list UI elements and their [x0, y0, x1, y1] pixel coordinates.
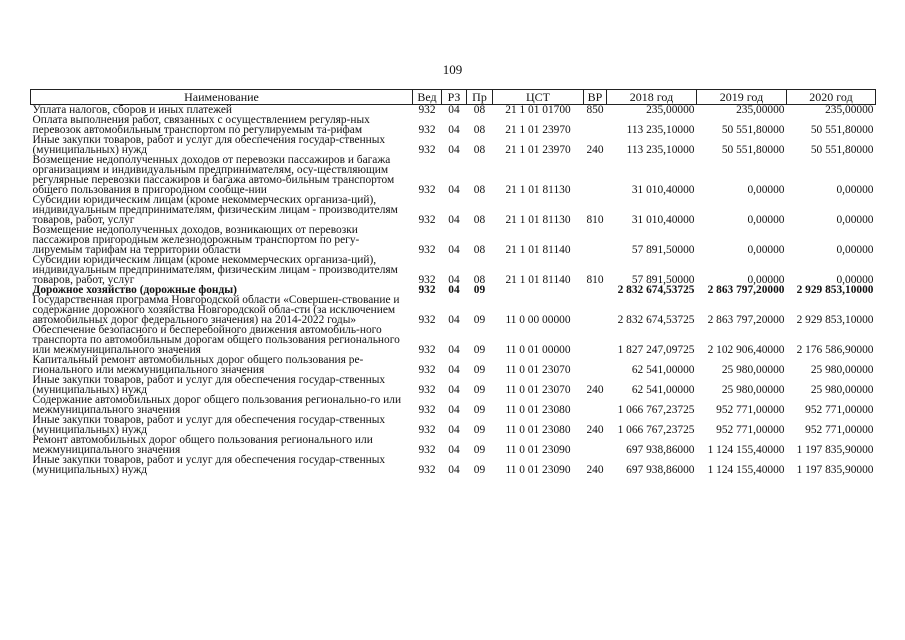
row-pr: 09 — [473, 344, 486, 356]
row-ved: 932 — [418, 464, 436, 476]
row-pr: 08 — [473, 184, 486, 196]
row-2019: 235,00000 — [736, 104, 785, 116]
row-2019: 0,00000 — [747, 274, 785, 286]
row-2019: 0,00000 — [747, 214, 785, 226]
row-cst: 21 1 01 23970 — [505, 144, 571, 156]
row-vr — [584, 325, 607, 355]
row-2019: 50 551,80000 — [721, 144, 785, 156]
row-ved: 932 — [418, 104, 436, 116]
row-2020: 25 980,00000 — [810, 364, 874, 376]
row-2018: 57 891,50000 — [631, 244, 695, 256]
row-2020: 2 929 853,10000 — [796, 314, 874, 326]
row-pr: 08 — [473, 244, 486, 256]
row-2019: 952 771,00000 — [716, 424, 785, 436]
table-header — [31, 90, 876, 105]
row-vr — [584, 395, 607, 415]
table-row — [31, 355, 876, 375]
row-2018: 62 541,00000 — [631, 384, 695, 396]
row-cst — [493, 285, 584, 295]
row-2018: 57 891,50000 — [631, 274, 695, 286]
row-vr: 240 — [586, 424, 604, 436]
row-ved: 932 — [418, 424, 436, 436]
row-name: Субсидии юридическим лицам (кроме некоммерческих организа-ций), индивидуальным предпринимателям, физическим лицам - производителям товаров, работ, услуг — [32, 254, 398, 286]
row-name: Обеспечение безопасного и бесперебойного движения автомобиль-ного транспорта по автомобильным дорогам общего пользования регионального или межмуниципального значения — [32, 324, 400, 356]
table-row — [31, 135, 876, 155]
row-rz: 04 — [448, 144, 460, 156]
row-2020: 0,00000 — [836, 214, 874, 226]
row-vr: 850 — [586, 104, 604, 116]
row-pr: 08 — [473, 104, 486, 116]
row-name: Уплата налогов, сборов и иных платежей — [32, 104, 232, 116]
row-ved: 932 — [418, 444, 436, 456]
row-2020: 235,00000 — [825, 104, 874, 116]
row-2018: 31 010,40000 — [631, 214, 695, 226]
row-pr: 08 — [473, 144, 486, 156]
row-name: Иные закупки товаров, работ и услуг для обеспечения государ-ственных (муниципальных) нужд — [32, 374, 386, 396]
row-cst: 11 0 01 23070 — [505, 364, 571, 376]
row-ved: 932 — [418, 214, 436, 226]
row-ved: 932 — [418, 384, 436, 396]
row-2019: 2 863 797,20000 — [707, 284, 785, 296]
row-2020: 25 980,00000 — [810, 384, 874, 396]
row-pr: 09 — [473, 314, 486, 326]
row-cst: 21 1 01 81130 — [505, 184, 571, 196]
table-row — [31, 155, 876, 195]
row-2019: 0,00000 — [747, 184, 785, 196]
row-vr: 810 — [586, 214, 604, 226]
row-rz: 04 — [448, 364, 460, 376]
row-vr — [584, 225, 607, 255]
row-vr: 240 — [586, 384, 604, 396]
header-rz: РЗ — [442, 90, 467, 105]
row-2020: 2 176 586,90000 — [796, 344, 874, 356]
row-rz: 04 — [448, 464, 460, 476]
row-2019: 952 771,00000 — [716, 404, 785, 416]
row-2018: 1 827 247,09725 — [617, 344, 695, 356]
table-row — [31, 325, 876, 355]
row-cst: 11 0 01 23090 — [505, 464, 571, 476]
header-pr: Пр — [467, 90, 493, 105]
row-2020: 952 771,00000 — [805, 404, 874, 416]
row-2020: 1 197 835,90000 — [796, 464, 874, 476]
row-name: Субсидии юридическим лицам (кроме некоммерческих организа-ций), индивидуальным предпринимателям, физическим лицам - производителям товаров, работ, услуг — [32, 194, 398, 226]
row-ved: 932 — [418, 274, 436, 286]
row-2018: 113 235,10000 — [626, 144, 695, 156]
row-rz: 04 — [448, 424, 460, 436]
row-rz: 04 — [448, 124, 460, 136]
row-vr — [584, 295, 607, 325]
row-ved: 932 — [418, 404, 436, 416]
row-vr: 240 — [586, 464, 604, 476]
header-name: Наименование — [31, 90, 413, 105]
table-row — [31, 195, 876, 225]
row-rz: 04 — [448, 244, 460, 256]
row-vr: 240 — [586, 144, 604, 156]
row-name: Государственная программа Новгородской области «Совершен-ствование и содержание дорожного хозяйства Новгородской обла-сти (за исключением автомобильных дорог федерального значения) на 2014-2022 годы» — [32, 294, 400, 326]
row-2019: 25 980,00000 — [721, 364, 785, 376]
row-rz: 04 — [448, 284, 460, 296]
row-cst: 21 1 01 23970 — [505, 124, 571, 136]
row-2019: 2 863 797,20000 — [707, 314, 785, 326]
row-2018: 697 938,86000 — [626, 464, 695, 476]
row-2020: 0,00000 — [836, 184, 874, 196]
row-2018: 235,00000 — [646, 104, 695, 116]
table-row — [31, 395, 876, 415]
row-name: Оплата выполнения работ, связанных с осуществлением регуляр-ных перевозок автомобильным транспортом по регулируемым та-рифам — [32, 114, 370, 136]
row-2018: 113 235,10000 — [626, 124, 695, 136]
row-ved: 932 — [418, 344, 436, 356]
row-vr — [584, 155, 607, 195]
row-name: Дорожное хозяйство (дорожные фонды) — [32, 284, 237, 296]
row-rz: 04 — [448, 384, 460, 396]
table-row — [31, 295, 876, 325]
row-vr — [584, 355, 607, 375]
row-pr: 09 — [473, 444, 486, 456]
header-2020: 2020 год — [787, 90, 876, 105]
table-row — [31, 455, 876, 475]
row-2019: 25 980,00000 — [721, 384, 785, 396]
row-2018: 1 066 767,23725 — [617, 424, 695, 436]
row-pr: 08 — [473, 214, 486, 226]
row-pr: 09 — [473, 404, 486, 416]
row-rz: 04 — [448, 214, 460, 226]
row-rz: 04 — [448, 104, 460, 116]
row-name: Иные закупки товаров, работ и услуг для обеспечения государ-ственных (муниципальных) нужд — [32, 134, 386, 156]
table-row — [31, 375, 876, 395]
row-ved: 932 — [418, 144, 436, 156]
row-name: Возмещение недополученных доходов, возникающих от перевозки пассажиров пригородным железнодорожным транспортом по регу-лируемым тарифам на территории области — [32, 224, 360, 256]
row-pr: 09 — [473, 464, 486, 476]
table-row — [31, 115, 876, 135]
row-rz: 04 — [448, 274, 460, 286]
row-rz: 04 — [448, 404, 460, 416]
row-cst: 11 0 01 00000 — [505, 344, 571, 356]
row-ved: 932 — [418, 184, 436, 196]
row-ved: 932 — [418, 244, 436, 256]
table-body — [31, 105, 876, 476]
row-rz: 04 — [448, 444, 460, 456]
row-2020: 2 929 853,10000 — [796, 284, 874, 296]
row-2019: 0,00000 — [747, 244, 785, 256]
header-cst: ЦСТ — [493, 90, 584, 105]
page-number: 109 — [442, 62, 463, 77]
row-cst: 21 1 01 81140 — [505, 244, 571, 256]
row-pr: 09 — [473, 364, 486, 376]
row-cst: 11 0 00 00000 — [505, 314, 571, 326]
row-2020: 50 551,80000 — [810, 124, 874, 136]
table-row — [31, 415, 876, 435]
row-pr: 09 — [473, 424, 486, 436]
row-ved: 932 — [418, 284, 436, 296]
row-name: Содержание автомобильных дорог общего пользования регионально-го или межмуниципального значения — [32, 394, 402, 416]
row-vr — [584, 115, 607, 135]
row-pr: 08 — [473, 274, 486, 286]
row-2020: 50 551,80000 — [810, 144, 874, 156]
row-name: Ремонт автомобильных дорог общего пользования регионального или межмуниципального значения — [32, 434, 373, 456]
row-cst: 11 0 01 23080 — [505, 424, 571, 436]
row-cst: 11 0 01 23090 — [505, 444, 571, 456]
row-2018: 62 541,00000 — [631, 364, 695, 376]
row-2020: 1 197 835,90000 — [796, 444, 874, 456]
row-2020: 952 771,00000 — [805, 424, 874, 436]
row-cst: 21 1 01 81140 — [505, 274, 571, 286]
row-pr: 09 — [473, 384, 486, 396]
header-2019: 2019 год — [697, 90, 787, 105]
row-2019: 1 124 155,40000 — [707, 464, 785, 476]
row-vr — [584, 435, 607, 455]
row-vr — [584, 285, 607, 295]
row-2018: 2 832 674,53725 — [617, 284, 695, 296]
table-row — [31, 225, 876, 255]
row-ved: 932 — [418, 124, 436, 136]
row-pr: 08 — [473, 124, 486, 136]
row-rz: 04 — [448, 344, 460, 356]
row-2018: 697 938,86000 — [626, 444, 695, 456]
table-row — [31, 255, 876, 285]
row-name: Иные закупки товаров, работ и услуг для обеспечения государ-ственных (муниципальных) нужд — [32, 454, 386, 476]
row-2020: 0,00000 — [836, 274, 874, 286]
row-ved: 932 — [418, 314, 436, 326]
row-2019: 2 102 906,40000 — [707, 344, 785, 356]
budget-table — [30, 89, 876, 475]
row-pr: 09 — [473, 284, 486, 296]
row-vr: 810 — [586, 274, 604, 286]
row-rz: 04 — [448, 314, 460, 326]
row-cst: 11 0 01 23070 — [505, 384, 571, 396]
table-row — [31, 435, 876, 455]
header-vr: ВР — [584, 90, 607, 105]
row-cst: 21 1 01 01700 — [505, 104, 571, 116]
row-name: Иные закупки товаров, работ и услуг для обеспечения государ-ственных (муниципальных) нужд — [32, 414, 386, 436]
row-2018: 1 066 767,23725 — [617, 404, 695, 416]
row-rz: 04 — [448, 184, 460, 196]
header-ved: Вед — [413, 90, 442, 105]
row-2019: 50 551,80000 — [721, 124, 785, 136]
row-name: Капитальный ремонт автомобильных дорог общего пользования ре-гионального или межмуниципального значения — [32, 354, 364, 376]
row-ved: 932 — [418, 364, 436, 376]
header-2018: 2018 год — [607, 90, 697, 105]
row-cst: 21 1 01 81130 — [505, 214, 571, 226]
row-2020: 0,00000 — [836, 244, 874, 256]
row-name: Возмещение недополученных доходов от перевозки пассажиров и багажа организациям и индивидуальным предпринимателям, осу-ществляющим регулярные перевозки пассажиров и багажа автомо-бильным транспортом общего пользования в пригородном сообще-нии — [32, 154, 395, 196]
row-2019: 1 124 155,40000 — [707, 444, 785, 456]
row-2018: 31 010,40000 — [631, 184, 695, 196]
row-2018: 2 832 674,53725 — [617, 314, 695, 326]
row-cst: 11 0 01 23080 — [505, 404, 571, 416]
